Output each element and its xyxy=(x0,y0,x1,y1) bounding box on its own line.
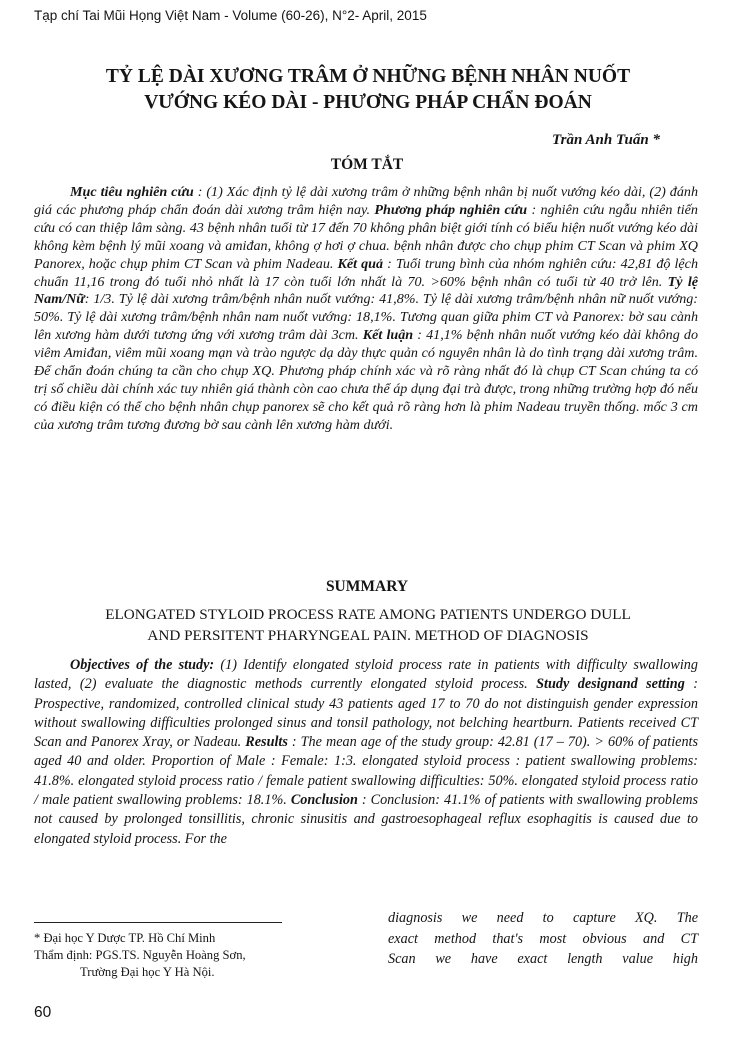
tomtat-heading: TÓM TẮT xyxy=(330,156,404,173)
methods-label-vn: Phương pháp nghiên cứu xyxy=(374,201,528,218)
conclusion-text-en: : Conclusion: 41.1% of patients with swallowing problems not caused by prolonged tonsillitis, chronic sinusitis and gastroesophageal reflux esophagitis is caused due to elongated styloid process. For the xyxy=(34,792,699,847)
objectives-label-en: Objectives of the study: xyxy=(70,657,215,673)
page-number: 60 xyxy=(34,1004,52,1021)
continued-line-2: exact method that's most obvious and CT xyxy=(388,930,698,947)
objectives-text-en: (1) Identify elongated styloid process rate in patients with difficulty swallowing lasted, (2) evaluate the diagnostic methods currently elongated styloid process. xyxy=(34,657,698,693)
english-abstract-continued xyxy=(388,908,698,970)
english-abstract-body xyxy=(34,656,698,849)
footnote-affiliation: * Đại học Y Dược TP. Hồ Chí Minh xyxy=(34,931,216,945)
conclusion-text-vn: : 41,1% bệnh nhân nuốt vướng kéo dài không do viêm Amiđan, viêm mũi xoang mạn và trào ngược dạ dày thực quản có nguyên nhân là do tình trạng dài xương trâm. Để chẩn đoán chúng ta cần cho chụp XQ. Phương pháp chính xác và rõ ràng nhất đó là chụp CT Scan chúng ta có trị số chiều dài chính xác tuy nhiên giá thành còn cao chưa thể áp dụng đại trà được, trong những trường hợp đó nếu có điều kiện có thể cho bệnh nhân chụp panorex sẽ cho kết quả rõ ràng hơn là phim Nadeau truyền thống. mốc 3 cm của xương trâm tương đương bờ sau cành lên xương hàm dưới. xyxy=(34,327,698,433)
vietnamese-abstract xyxy=(34,184,698,435)
design-label-en: Study designand setting xyxy=(536,676,685,693)
english-title-line-1: ELONGATED STYLOID PROCESS RATE AMONG PATIENTS UNDERGO DULL xyxy=(105,606,631,623)
english-abstract xyxy=(34,656,698,849)
results-text-en: : The mean age of the study group: 42.81 (17 – 70). > 60% of patients aged 40 and older. Proportion of Male : Female: 1:3. elongated styloid process : patient swallowing problems: 41.8%. elongated styloid process ratio / female patient swallowing difficulties: 50%. elongated styloid process ratio / male patient swallowing problems: 18.1%. xyxy=(34,734,699,809)
design-text-en: : Prospective, randomized, controlled clinical study 43 patients aged 17 to 70 do not distinguish gender expression without swallowing difficulties prolonged sinus and tonsil pathology, not belching heartburn. Patients received CT Scan and Panorex Xray, or Nadeau. xyxy=(34,676,699,751)
conclusion-label-vn: Kết luận xyxy=(362,327,414,344)
results-text-vn-1: : Tuổi trung bình của nhóm nghiên cứu: 42,81 độ lệch chuẩn 11,16 trong đó tuổi nhỏ nhất là 17 còn tuổi lớn nhất là 70. >60% bệnh nhân có tuổi từ 40 trở lên. xyxy=(34,255,698,290)
vietnamese-abstract-body xyxy=(34,184,698,435)
footnote-divider xyxy=(34,922,282,923)
results-label-vn: Kết quả xyxy=(337,255,384,272)
english-title xyxy=(40,604,696,646)
article-title xyxy=(40,64,696,116)
summary-heading: SUMMARY xyxy=(325,578,409,595)
author-name: Trần Anh Tuấn * xyxy=(552,132,660,148)
article-title-line-1: TỶ LỆ DÀI XƯƠNG TRÂM Ở NHỮNG BỆNH NHÂN NUỐT xyxy=(105,66,631,87)
continued-line-1: diagnosis we need to capture XQ. The xyxy=(388,910,698,926)
results-text-vn-2: : 1/3. Tỷ lệ dài xương trâm/bệnh nhân nuốt vướng: 41,8%. Tỷ lệ dài xương trâm/bệnh nhân nữ nuốt vướng: 50%. Tỷ lệ dài xương trâm/bệnh nhân nam nuốt vướng: 18,1%. Tương quan giữa phim CT và Panorex: bờ sau cành lên xương hàm dưới tương ứng với xương trâm dài 3cm. xyxy=(34,291,698,344)
english-title-line-2: AND PERSITENT PHARYNGEAL PAIN. METHOD OF DIAGNOSIS xyxy=(147,627,589,644)
article-title-line-2: VƯỚNG KÉO DÀI - PHƯƠNG PHÁP CHẨN ĐOÁN xyxy=(144,92,592,113)
footnote-reviewer-2: Trường Đại học Y Hà Nội. xyxy=(80,965,215,979)
methods-text-vn: : nghiên cứu ngẫu nhiên tiến cứu có can thiệp lâm sàng. 43 bệnh nhân tuổi từ 17 đến 70 không phân biệt giới tính có biểu hiện nuốt vướng kéo dài không kèm bệnh lý mũi xoang và amiđan, không ợ hơi ợ chua. bệnh nhân được cho chụp phim CT Scan và phim XQ Panorex, hoặc chụp phim CT Scan và phim Nadeau. xyxy=(34,201,698,272)
conclusion-label-en: Conclusion xyxy=(290,792,358,809)
sex-ratio-label-vn: Tỷ lệ Nam/Nữ xyxy=(34,273,698,308)
footnote-reviewer-1: Thẩm định: PGS.TS. Nguyễn Hoàng Sơn, xyxy=(34,948,246,962)
continued-line-3: Scan we have exact length value high xyxy=(388,951,698,967)
objectives-label-vn: Mục tiêu nghiên cứu xyxy=(70,184,194,200)
results-label-en: Results xyxy=(245,734,288,751)
objectives-text-vn: : (1) Xác định tỷ lệ dài xương trâm ở những bệnh nhân bị nuốt vướng kéo dài, (2) đánh giá các phương pháp chẩn đoán dài xương trâm hiện nay. xyxy=(34,184,698,218)
running-header: Tạp chí Tai Mũi Họng Việt Nam - Volume (60-26), N°2- April, 2015 xyxy=(34,8,427,23)
footnotes xyxy=(34,930,334,981)
